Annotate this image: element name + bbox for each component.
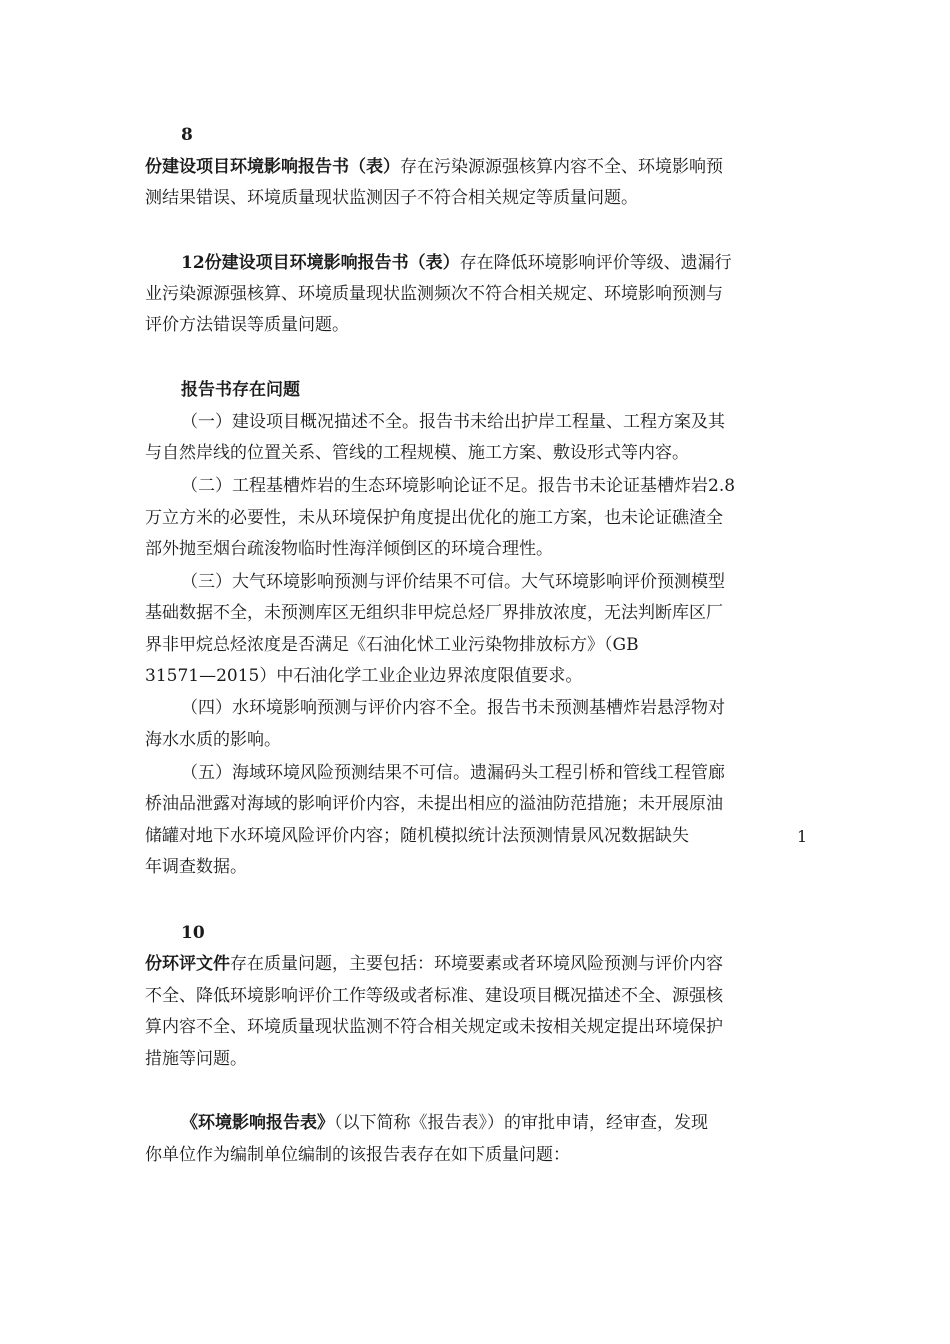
paragraph-line: 不全、降低环境影响评价工作等级或者标准、建设项目概况描述不全、源强核 <box>145 986 723 1006</box>
paragraph-line: 测结果错误、环境质量现状监测因子不符合相关规定等质量问题。 <box>145 188 638 208</box>
paragraph-line: 31571—2015）中石油化学工业企业边界浓度限值要求。 <box>145 666 583 686</box>
text-span: 存在污染源源强核算内容不全、环境影响预 <box>400 157 723 177</box>
paragraph-line: 储罐对地下水环境风险评价内容；随机模拟统计法预测情景风况数据缺失 <box>145 826 689 846</box>
paragraph-line: 年调查数据。 <box>145 857 247 877</box>
paragraph-line <box>145 156 723 178</box>
item-number: 10 <box>181 923 205 943</box>
bold-phrase: 份环评文件 <box>145 954 230 974</box>
paragraph-line: 海水水质的影响。 <box>145 730 281 750</box>
paragraph-line: 业污染源源强核算、环境质量现状监测频次不符合相关规定、环境影响预测与 <box>145 284 723 304</box>
bold-phrase: 份建设项目环境影响报告书（表） <box>145 157 400 177</box>
paragraph-line: （一）建设项目概况描述不全。报告书未给出护岸工程量、工程方案及其 <box>181 412 725 432</box>
paragraph-line: 界非甲烷总烃浓度是否满足《石油化怵工业污染物排放标方》（GB <box>145 635 639 655</box>
bold-phrase: 《环境影响报告表》 <box>181 1113 334 1133</box>
paragraph-line: 桥油品泄露对海域的影响评价内容，未提出相应的溢油防范措施；未开展原油 <box>145 794 723 814</box>
paragraph-line: 评价方法错误等质量问题。 <box>145 315 349 335</box>
inline-number: 1 <box>797 827 808 846</box>
paragraph-line: 你单位作为编制单位编制的该报告表存在如下质量问题： <box>145 1145 570 1165</box>
text-span: 存在降低环境影响评价等级、遗漏行 <box>459 253 732 273</box>
paragraph-line: 基础数据不全，未预测库区无组织非甲烷总烃厂界排放浓度，无法判断库区厂 <box>145 603 723 623</box>
paragraph-line <box>181 1112 708 1134</box>
text-span: （以下简称《报告表》）的审批申请，经审查，发现 <box>334 1113 708 1133</box>
paragraph-line: （五）海域环境风险预测结果不可信。遗漏码头工程引桥和管线工程管廊 <box>181 763 725 783</box>
paragraph-line: 万立方米的必要性，未从环境保护角度提出优化的施工方案，也未论证礁渣全 <box>145 508 723 528</box>
paragraph-line: （四）水环境影响预测与评价内容不全。报告书未预测基槽炸岩悬浮物对 <box>181 698 725 718</box>
paragraph-line <box>145 953 723 975</box>
paragraph-line: 措施等问题。 <box>145 1049 247 1069</box>
paragraph-line: （二）工程基槽炸岩的生态环境影响论证不足。报告书未论证基槽炸岩2.8 <box>181 476 736 496</box>
paragraph-line <box>181 252 732 274</box>
paragraph-line: 部外抛至烟台疏浚物临时性海洋倾倒区的环境合理性。 <box>145 539 553 559</box>
paragraph-line: （三）大气环境影响预测与评价结果不可信。大气环境影响评价预测模型 <box>181 572 725 592</box>
text-span: 存在质量问题，主要包括：环境要素或者环境风险预测与评价内容 <box>230 954 723 974</box>
item-number: 8 <box>181 125 193 145</box>
section-heading: 报告书存在问题 <box>181 380 300 400</box>
paragraph-line: 算内容不全、环境质量现状监测不符合相关规定或未按相关规定提出环境保护 <box>145 1017 723 1037</box>
bold-phrase: 12份建设项目环境影响报告书（表） <box>181 253 460 273</box>
paragraph-line: 与自然岸线的位置关系、管线的工程规模、施工方案、敷设形式等内容。 <box>145 443 689 463</box>
